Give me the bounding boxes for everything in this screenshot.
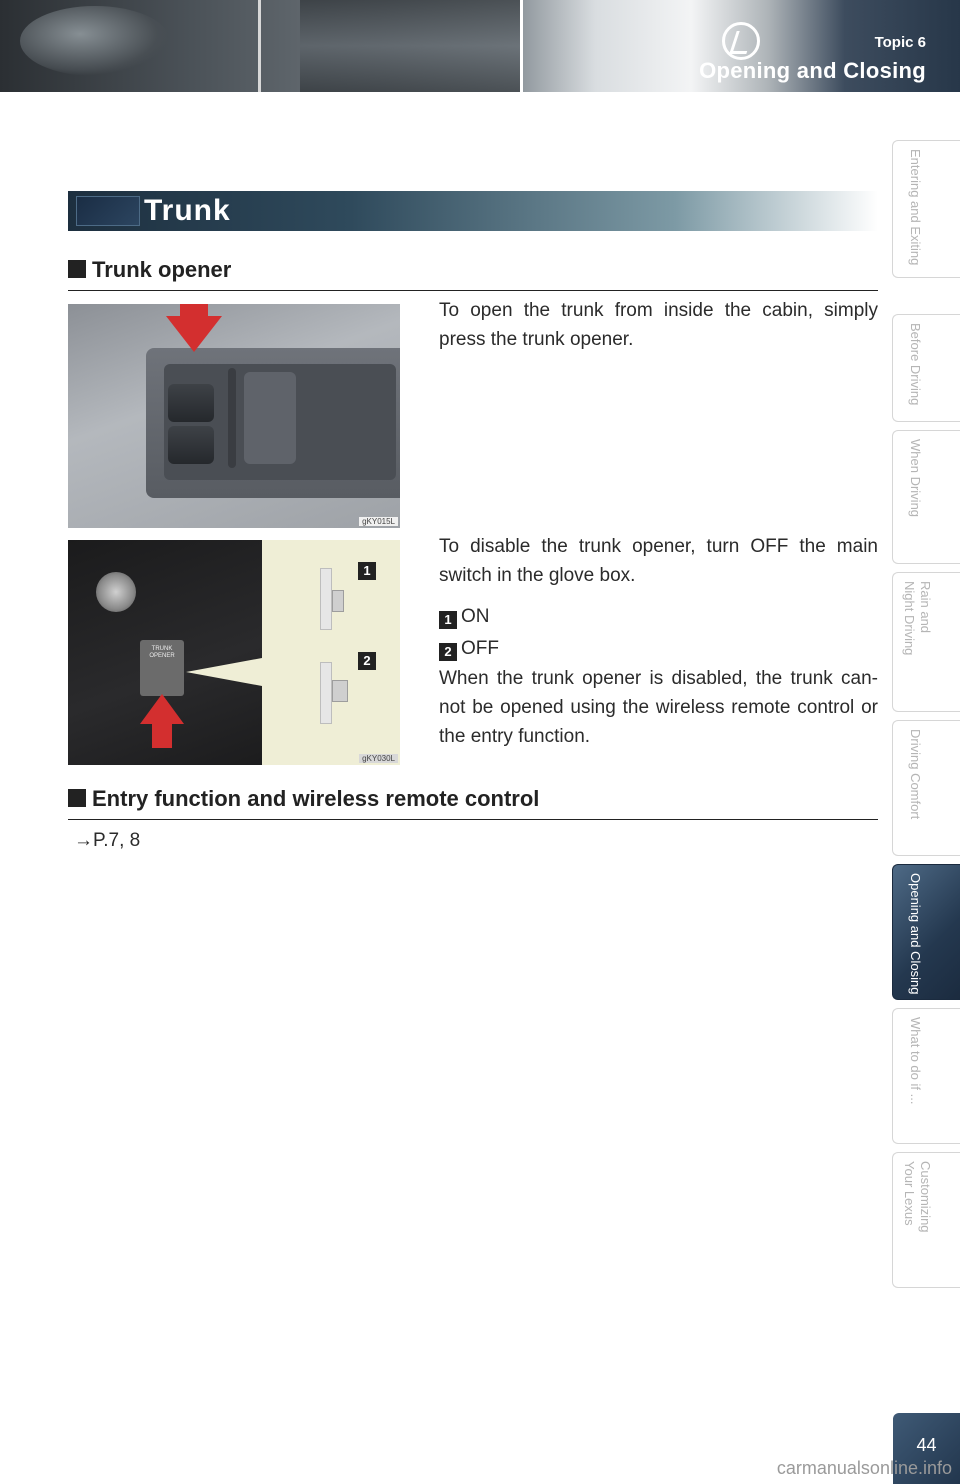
square-bullet-icon xyxy=(68,260,86,278)
tab-before-driving[interactable] xyxy=(892,314,960,422)
topic-title: Opening and Closing xyxy=(699,58,926,83)
number-badge: 2 xyxy=(439,643,457,661)
banner-divider xyxy=(258,0,261,92)
tab-label: When Driving xyxy=(908,439,923,518)
fuel-door-button-icon xyxy=(168,426,214,464)
tab-rain-and-night-driving[interactable] xyxy=(892,572,960,712)
headlight-photo xyxy=(20,6,170,76)
tab-label: Entering and Exiting xyxy=(908,149,923,266)
lexus-logo-icon xyxy=(722,22,760,60)
disabled-note-paragraph: When the trunk opener is disabled, the trunk can-not be opened using the wireless remote control or the entry function. xyxy=(439,668,878,747)
page-number: 44 xyxy=(916,1435,937,1455)
tab-label: Rain and Night Driving xyxy=(902,581,933,656)
red-arrow-up-icon xyxy=(140,694,184,724)
subheading-trunk-opener: Trunk opener xyxy=(68,257,878,283)
red-arrow-up-icon xyxy=(152,722,172,748)
tab-label: Opening and Closing xyxy=(908,873,923,995)
image-code: gKY015L xyxy=(359,517,398,526)
switch-knob-off xyxy=(332,680,348,702)
tab-what-to-do-if[interactable] xyxy=(892,1008,960,1144)
main-switch xyxy=(140,640,184,696)
topic-number: Topic 6 xyxy=(874,34,926,51)
heading-rule xyxy=(68,819,878,820)
section-title-bar xyxy=(68,191,878,231)
tab-when-driving[interactable] xyxy=(892,430,960,564)
glove-box-switch-photo xyxy=(68,540,400,765)
red-arrow-down-icon xyxy=(166,316,222,352)
square-bullet-icon xyxy=(68,789,86,807)
number-badge: 1 xyxy=(358,562,376,580)
disable-paragraph: To disable the trunk opener, turn OFF the main switch in the glove box. xyxy=(439,536,878,586)
number-badge: 2 xyxy=(358,652,376,670)
legend-item-off: 2 OFF xyxy=(439,638,499,661)
glove-box-lock-icon xyxy=(96,572,136,612)
watermark: carmanualsonline.info xyxy=(776,1458,952,1478)
tab-label: Before Driving xyxy=(908,323,923,406)
callout-pointer xyxy=(186,658,262,686)
trunk-opener-photo xyxy=(68,304,400,528)
trunk-opener-paragraph: To open the trunk from inside the cabin, simply press the trunk opener. xyxy=(439,300,878,350)
image-code: gKY030L xyxy=(359,754,398,763)
header-banner xyxy=(0,0,960,92)
panel-slot xyxy=(228,368,236,468)
tab-label: Customizing Your Lexus xyxy=(902,1161,933,1233)
legend-item-on: 1 ON xyxy=(439,606,490,629)
heading-rule xyxy=(68,290,878,291)
tab-label: What to do if ... xyxy=(908,1017,923,1105)
switch-label: TRUNK OPENER xyxy=(149,646,175,659)
tab-label: Driving Comfort xyxy=(908,729,923,820)
dashboard-photo xyxy=(300,0,520,92)
section-swatch xyxy=(76,196,140,226)
tab-opening-and-closing[interactable] xyxy=(892,864,960,1000)
switch-on-diagram xyxy=(320,568,332,630)
panel-cover xyxy=(244,372,296,464)
banner-divider xyxy=(520,0,523,92)
tab-driving-comfort[interactable] xyxy=(892,720,960,856)
tab-entering-and-exiting[interactable] xyxy=(892,140,960,278)
subheading-entry-function: Entry function and wireless remote control xyxy=(68,786,878,812)
tab-customizing-your-lexus[interactable] xyxy=(892,1152,960,1288)
switch-knob-on xyxy=(332,590,344,612)
switch-off-diagram xyxy=(320,662,332,724)
number-badge: 1 xyxy=(439,611,457,629)
section-title: Trunk xyxy=(144,194,231,227)
page-reference-link[interactable]: →P.7, 8 xyxy=(74,830,141,851)
trunk-opener-button-icon xyxy=(168,384,214,422)
